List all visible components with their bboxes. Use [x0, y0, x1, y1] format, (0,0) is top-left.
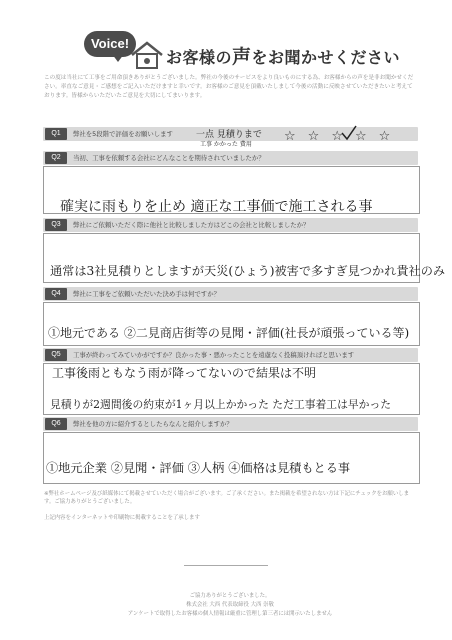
- title-emphasis: 声: [232, 46, 252, 68]
- title-prefix: お客様の: [166, 48, 233, 67]
- title-suffix: をお聞かせください: [251, 48, 401, 67]
- footer-divider: [184, 565, 268, 566]
- q1-question: 弊社を5段階で評価をお願いします: [73, 130, 173, 138]
- q6-answer: ①地元企業 ②見聞・評価 ③人柄 ④価格は見積もとる事: [46, 461, 351, 475]
- footer-company: 株式会社 大西 代表取締役 大西 崇敬: [186, 602, 274, 608]
- star-1: ☆: [284, 129, 296, 144]
- q3-question: 弊社にご依頼いただく際に他社と比較しました方はどこの会社と比較しましたか？: [73, 221, 310, 229]
- footer-privacy: アンケートで取得したお客様の個人情報は厳重に管理し第三者には開示いたしません: [127, 611, 333, 617]
- q5-bar: [43, 348, 418, 362]
- q3-answer: 通常は3社見積りとしますが天災(ひょう)被害で多すぎ見つかれ貴社のみ: [50, 264, 446, 278]
- q3-bar: [43, 218, 418, 232]
- star-3: ☆: [331, 129, 343, 144]
- q4-question: 弊社に工事をご依頼いただいた決め手は何ですか？: [73, 290, 220, 298]
- house-icon: [130, 40, 164, 70]
- q2-bar: [43, 151, 418, 165]
- q5-answer-line1: 工事後雨ともなう雨が降ってないので結果は不明: [52, 366, 317, 380]
- q4-bar: [43, 287, 418, 301]
- q6-question: 弊社を他の方に紹介するとしたらなんと紹介しますか？: [73, 420, 233, 428]
- q1-stars: [284, 125, 390, 144]
- page-title: [166, 42, 400, 69]
- q5-answer-line2: 見積りが2週間後の約束が1ヶ月以上かかった ただ工事着工は早かった: [50, 398, 392, 411]
- check-mark-icon: [340, 124, 358, 142]
- star-4: ☆: [354, 129, 367, 144]
- star-5: ☆: [378, 129, 391, 144]
- q5-question: 工事が終わってみていかがですか？良かった事・悪かったことを遠慮なく投稿頂ければと思います: [73, 351, 355, 359]
- footer-notes: ※弊社ホームページ及び紙媒体にて掲載させていただく場合がございます。ご了承ください。また掲載を希望されない方は下記にチェックをお願いします。ご協力ありがとうございました。: [44, 491, 409, 505]
- footer-consent: 上記内容をインターネットや印刷物に掲載することを了承します: [44, 515, 200, 521]
- q6-number: Q6: [45, 418, 67, 430]
- q1-answer: 一点 見積りまで: [196, 130, 262, 140]
- q4-number: Q4: [45, 288, 67, 300]
- q6-bar: [43, 417, 418, 431]
- q2-answer: 確実に雨もりを止め 適正な工事価で施工される事: [60, 199, 373, 215]
- q4-answer: ①地元である ②二見商店街等の見聞・評価(社長が頑張っている等): [48, 326, 410, 340]
- q3-number: Q3: [45, 219, 67, 231]
- q2-question: 当初、工事を依頼する会社にどんなことを期待されていましたか？: [73, 154, 265, 162]
- voice-badge: Voice!: [84, 31, 136, 57]
- footer-thanks: ご協力ありがとうございました。: [189, 593, 271, 599]
- q6-answer-box: [43, 432, 420, 484]
- q2-number: Q2: [45, 152, 67, 164]
- q1-number: Q1: [45, 128, 67, 140]
- q5-number: Q5: [45, 349, 67, 361]
- q1-answer-note: 工事 かかった 費用: [200, 141, 252, 148]
- voice-badge-tail: [112, 54, 124, 62]
- intro-text: この度は当社にて工事をご用命頂きありがとうございました。弊社の今後のサービスをより良いものにする為、お客様からの声を是非お聞かせください。率直なご意見・ご感想をご記入いただけますと幸いです。お客様のご意見を頂戴いたしまして今後の活動に反映させていただきたいと考えております。皆様からいただいたご意見を大切にしてまいります。: [44, 75, 414, 99]
- star-2: ☆: [307, 129, 320, 144]
